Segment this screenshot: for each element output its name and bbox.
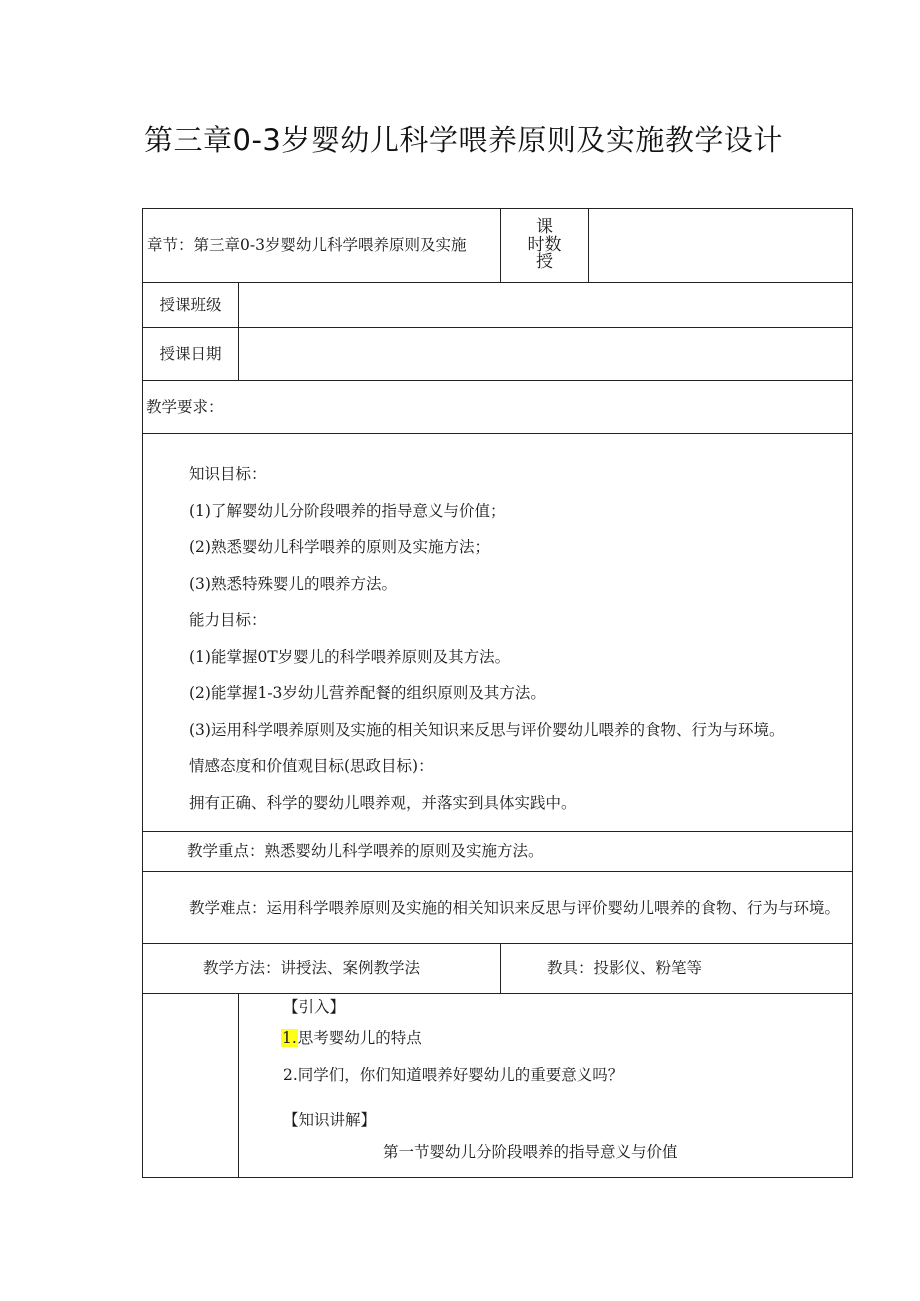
emotion-heading: 情感态度和价值观目标(思政目标)： <box>189 757 434 775</box>
focus-row <box>143 832 853 872</box>
date-row <box>143 328 853 381</box>
knowledge-heading: 知识目标： <box>189 465 267 483</box>
lesson-row <box>143 994 853 1178</box>
knowledge-item-2: (2)熟悉婴幼儿科学喂养的原则及实施方法； <box>189 538 490 556</box>
class-label: 授课班级 <box>143 283 239 328</box>
emotion-item-1: 拥有正确、科学的婴幼儿喂养观，并落实到具体实践中。 <box>189 793 577 812</box>
intro-heading: 【引入】 <box>283 998 346 1016</box>
objectives-cell <box>143 434 853 832</box>
difficulty-row <box>143 872 853 944</box>
question-2: 2.同学们，你们知道喂养好婴幼儿的重要意义吗？ <box>283 1066 624 1084</box>
teaching-focus: 教学重点：熟悉婴幼儿科学喂养的原则及实施方法。 <box>143 832 853 872</box>
knowledge-item-3: (3)熟悉特殊婴儿的喂养方法。 <box>189 574 397 593</box>
hours-label-cell <box>501 209 589 283</box>
chapter-row <box>143 209 853 283</box>
page-title: 第三章0-3岁婴幼儿科学喂养原则及实施教学设计 <box>144 123 783 157</box>
lesson-side-cell <box>143 994 239 1178</box>
class-value <box>239 283 853 328</box>
section-title: 第一节婴幼儿分阶段喂养的指导意义与价值 <box>383 1143 678 1161</box>
hours-label-line-1: 课 <box>536 216 553 237</box>
ability-item-3: (3)运用科学喂养原则及实施的相关知识来反思与评价婴幼儿喂养的食物、行为与环境。 <box>189 720 785 739</box>
requirements-row <box>143 381 853 434</box>
ability-item-2: (2)能掌握1-3岁幼儿营养配餐的组织原则及其方法。 <box>189 684 546 702</box>
ability-item-1: (1)能掌握0T岁婴儿的科学喂养原则及其方法。 <box>189 647 511 666</box>
question-1-number: 1. <box>282 1029 297 1047</box>
teaching-tools: 教具：投影仪、粉笔等 <box>501 944 853 994</box>
lesson-plan-table <box>142 208 853 1178</box>
hours-label-line-2: 时数 <box>527 234 562 255</box>
teaching-methods: 教学方法：讲授法、案例教学法 <box>143 944 501 994</box>
chapter-cell: 章节：第三章0-3岁婴幼儿科学喂养原则及实施 <box>143 209 501 283</box>
date-value <box>239 328 853 381</box>
knowledge-explanation-heading: 【知识讲解】 <box>283 1111 377 1129</box>
hours-value-cell <box>589 209 853 283</box>
teaching-difficulty: 教学难点：运用科学喂养原则及实施的相关知识来反思与评价婴幼儿喂养的食物、行为与环境。 <box>143 872 853 944</box>
objectives-row <box>143 434 853 832</box>
question-1 <box>239 1020 852 1057</box>
knowledge-item-1: (1)了解婴幼儿分阶段喂养的指导意义与价值； <box>189 501 506 520</box>
date-label: 授课日期 <box>143 328 239 381</box>
ability-heading: 能力目标： <box>189 611 267 629</box>
question-1-text: 思考婴幼儿的特点 <box>297 1029 422 1047</box>
hours-label-line-3: 授 <box>536 252 553 273</box>
class-row <box>143 283 853 328</box>
requirements-label: 教学要求： <box>143 381 853 434</box>
methods-row <box>143 944 853 994</box>
lesson-content-cell <box>239 994 853 1178</box>
